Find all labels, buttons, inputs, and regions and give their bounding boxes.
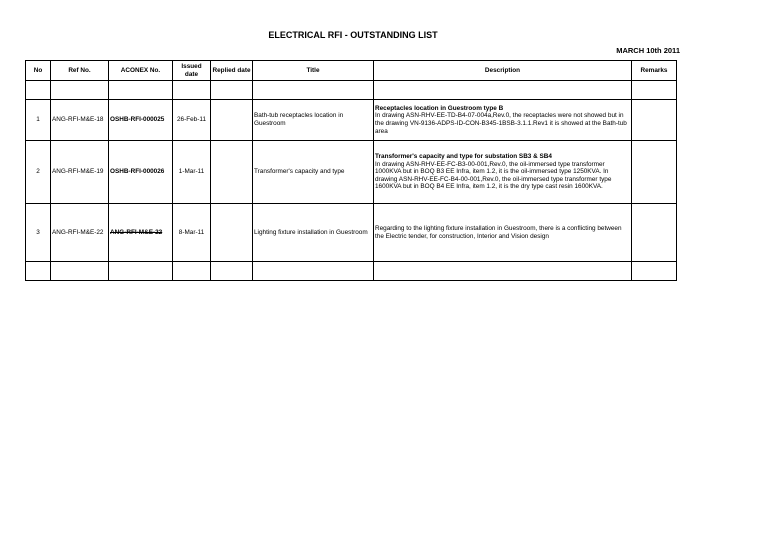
table-row <box>26 100 677 141</box>
table-row <box>26 204 677 262</box>
cell-ref-no[interactable]: ANG-RFI-M&E-18 <box>51 100 109 141</box>
header-replied-date[interactable]: Replied date <box>211 61 253 81</box>
cell-replied-date[interactable] <box>211 141 253 204</box>
header-no[interactable]: No <box>26 61 51 81</box>
cell-description[interactable] <box>374 141 632 204</box>
table-cell[interactable] <box>26 81 51 100</box>
table-cell[interactable] <box>253 81 374 100</box>
cell-ref-no[interactable]: ANG-RFI-M&E-19 <box>51 141 109 204</box>
sheet-date: MARCH 10th 2011 <box>616 46 680 55</box>
cell-no[interactable]: 3 <box>26 204 51 262</box>
cell-issued-date[interactable]: 1-Mar-11 <box>173 141 211 204</box>
table-cell[interactable] <box>173 81 211 100</box>
cell-issued-date[interactable]: 8-Mar-11 <box>173 204 211 262</box>
table-cell[interactable] <box>632 81 677 100</box>
description-heading: Transformer's capacity and type for substation SB3 & SB4 <box>375 153 552 161</box>
table-cell[interactable] <box>374 262 632 281</box>
header-row <box>26 61 677 81</box>
description-body: Regarding to the lighting fixture installation in Guestroom, there is a conflicting between the Electric tender, for construction, Interior and Vision design <box>375 224 622 240</box>
header-aconex-no[interactable]: ACONEX No. <box>109 61 173 81</box>
table-cell[interactable] <box>253 262 374 281</box>
cell-title[interactable]: Bath-tub receptacles location in Guestroom <box>253 100 374 141</box>
table-cell[interactable] <box>51 81 109 100</box>
cell-issued-date[interactable]: 26-Feb-11 <box>173 100 211 141</box>
table-cell[interactable] <box>109 262 173 281</box>
cell-remarks[interactable] <box>632 100 677 141</box>
cell-aconex-no[interactable]: OSHB-RFI-000025 <box>109 100 173 141</box>
description-heading: Receptacles location in Guestroom type B <box>375 104 504 112</box>
cell-description[interactable] <box>374 100 632 141</box>
table-cell[interactable] <box>211 262 253 281</box>
table-cell[interactable] <box>109 81 173 100</box>
cell-description[interactable] <box>374 204 632 262</box>
description-body: In drawing ASN-RHV-EE-TD-B4-07-004a,Rev.0, the receptacles were not showed but in the drawing VN-9136-ADPS-ID-CON-B345-1BSB-3.1.1.Rev1 it is showed at the Bath-tub area <box>375 112 627 135</box>
header-description[interactable]: Description <box>374 61 632 81</box>
cell-aconex-no[interactable]: OSHB-RFI-000026 <box>109 141 173 204</box>
cell-replied-date[interactable] <box>211 100 253 141</box>
cell-title[interactable]: Transformer's capacity and type <box>253 141 374 204</box>
rfi-table <box>25 60 677 281</box>
cell-no[interactable]: 2 <box>26 141 51 204</box>
table-cell[interactable] <box>173 262 211 281</box>
cell-replied-date[interactable] <box>211 204 253 262</box>
description-body: In drawing ASN-RHV-EE-FC-B3-00-001,Rev.0, the oil-immersed type transformer 1000KVA but in BOQ B3 EE Infra, item 1.2, it is the oil-immersed type 1250KVA. In drawing ASN-RHV-EE-FC-B4-00-001,Rev.0, the oil-immersed type transformer type 1600KVA but in BOQ B4 EE Infra, item 1.2, it is the dry type cast resin 1600KVA. <box>375 160 612 191</box>
blank-row <box>26 262 677 281</box>
table-cell[interactable] <box>632 262 677 281</box>
header-issued-date[interactable]: Issued date <box>173 61 211 81</box>
cell-title[interactable]: Lighting fixture installation in Guestroom <box>253 204 374 262</box>
header-title[interactable]: Title <box>253 61 374 81</box>
header-remarks[interactable]: Remarks <box>632 61 677 81</box>
sheet-title: ELECTRICAL RFI - OUTSTANDING LIST <box>268 30 438 40</box>
blank-row <box>26 81 677 100</box>
cell-aconex-no[interactable]: ANG-RFI-M&E-22 <box>109 204 173 262</box>
table-cell[interactable] <box>211 81 253 100</box>
table-row <box>26 141 677 204</box>
cell-ref-no[interactable]: ANG-RFI-M&E-22 <box>51 204 109 262</box>
cell-remarks[interactable] <box>632 204 677 262</box>
cell-remarks[interactable] <box>632 141 677 204</box>
table-cell[interactable] <box>51 262 109 281</box>
cell-no[interactable]: 1 <box>26 100 51 141</box>
header-ref-no[interactable]: Ref No. <box>51 61 109 81</box>
table-cell[interactable] <box>26 262 51 281</box>
table-cell[interactable] <box>374 81 632 100</box>
